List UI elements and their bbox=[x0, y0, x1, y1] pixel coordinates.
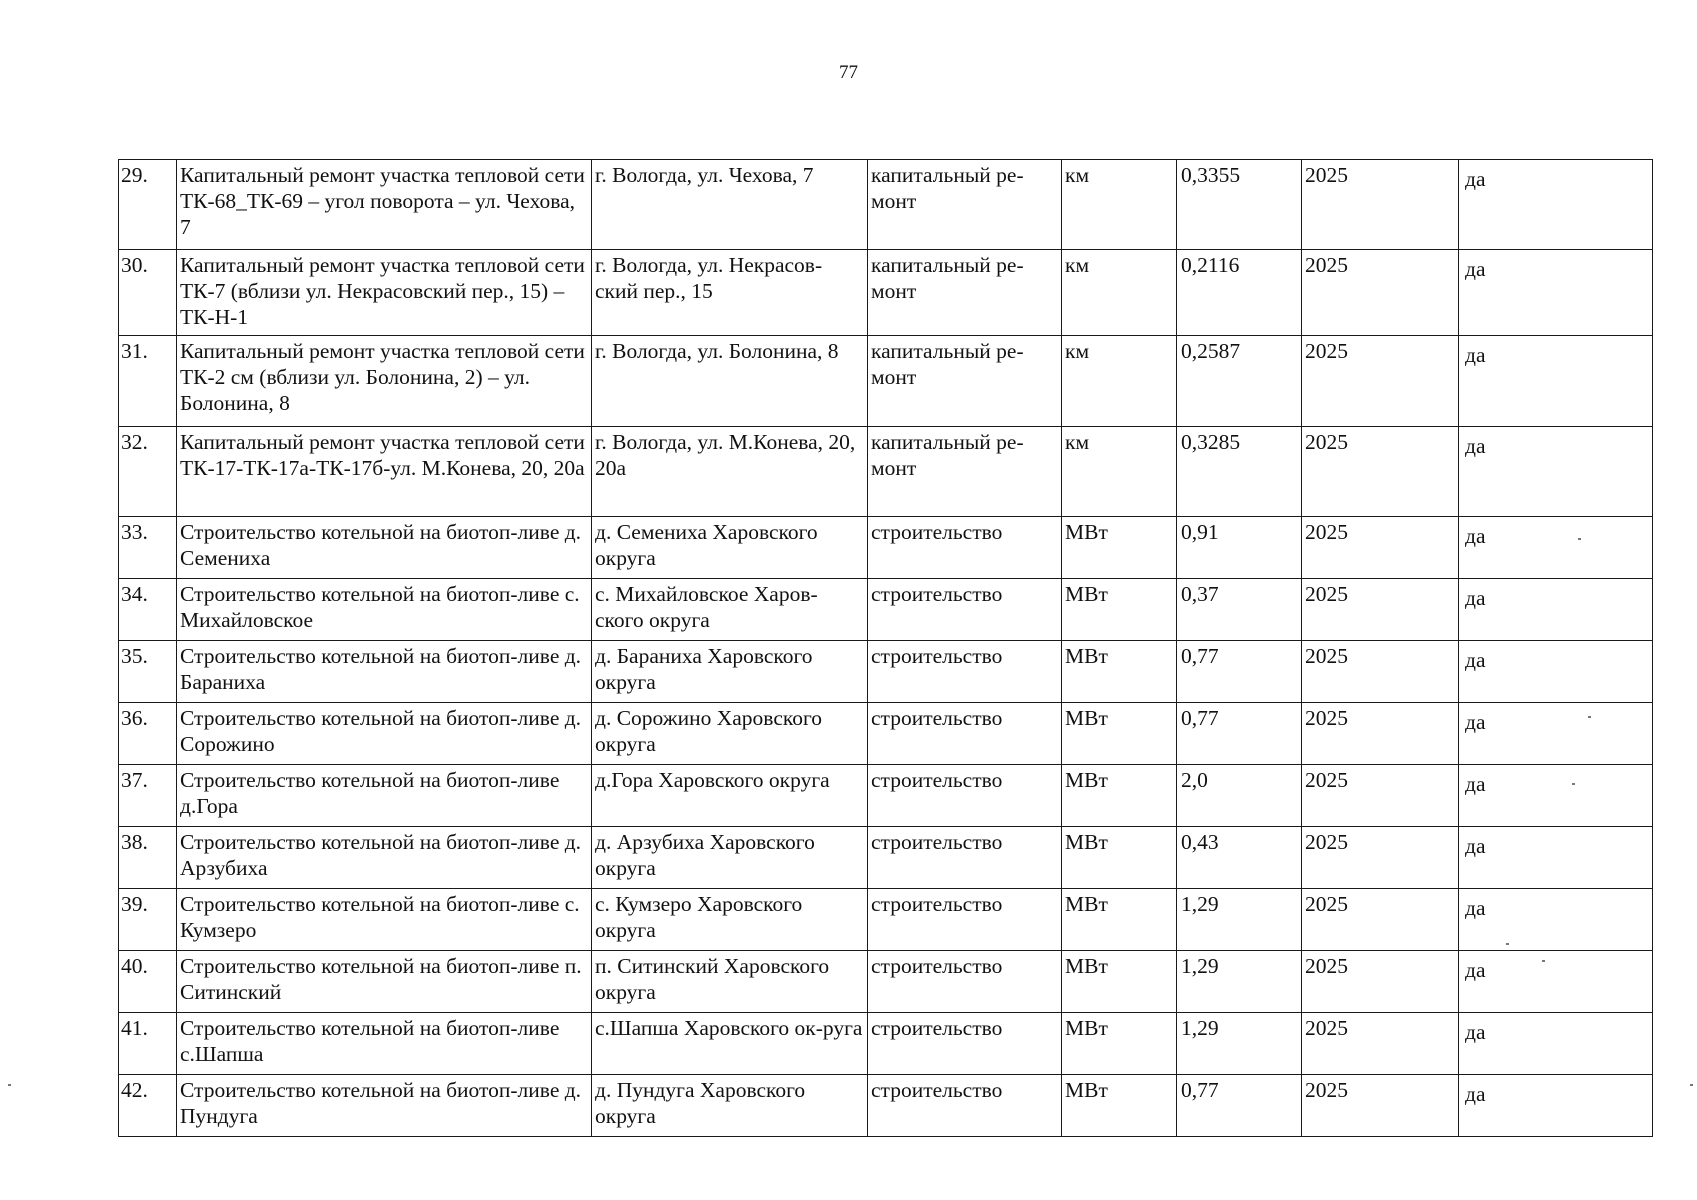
object-name-cell: Строительство котельной на биотоп-ливе д. Арзубиха bbox=[177, 827, 592, 889]
year-cell: 2025 bbox=[1302, 641, 1459, 703]
scan-speck bbox=[8, 1084, 11, 1086]
object-name-cell: Строительство котельной на биотоп-ливе д.Гора bbox=[177, 765, 592, 827]
work-type-cell: капитальный ре-монт bbox=[868, 250, 1062, 336]
object-name-cell: Капитальный ремонт участка тепловой сети ТК-68_ТК-69 – угол поворота – ул. Чехова, 7 bbox=[177, 160, 592, 250]
capacity-value-cell: 0,77 bbox=[1177, 641, 1302, 703]
inclusion-flag-cell: да bbox=[1459, 951, 1653, 1013]
row-number-cell: 40. bbox=[119, 951, 177, 1013]
capacity-value-cell: 0,2587 bbox=[1177, 336, 1302, 427]
table-row bbox=[119, 1075, 1653, 1137]
row-number-cell: 33. bbox=[119, 517, 177, 579]
year-cell: 2025 bbox=[1302, 765, 1459, 827]
work-type-cell: строительство bbox=[868, 1075, 1062, 1137]
object-name-cell: Строительство котельной на биотоп-ливе с.Шапша bbox=[177, 1013, 592, 1075]
unit-cell: МВт bbox=[1062, 827, 1177, 889]
capacity-value-cell: 0,3285 bbox=[1177, 427, 1302, 517]
scan-speck bbox=[1690, 1084, 1693, 1086]
object-location-cell: с. Михайловское Харов-ского округа bbox=[592, 579, 868, 641]
capacity-value-cell: 0,77 bbox=[1177, 703, 1302, 765]
inclusion-flag-cell: да bbox=[1459, 1075, 1653, 1137]
table-row bbox=[119, 579, 1653, 641]
unit-cell: км bbox=[1062, 160, 1177, 250]
unit-cell: МВт bbox=[1062, 1013, 1177, 1075]
row-number-cell: 41. bbox=[119, 1013, 177, 1075]
work-type-cell: строительство bbox=[868, 517, 1062, 579]
unit-cell: км bbox=[1062, 427, 1177, 517]
year-cell: 2025 bbox=[1302, 1075, 1459, 1137]
table-row bbox=[119, 827, 1653, 889]
year-cell: 2025 bbox=[1302, 427, 1459, 517]
inclusion-flag-cell: да bbox=[1459, 336, 1653, 427]
unit-cell: км bbox=[1062, 250, 1177, 336]
unit-cell: МВт bbox=[1062, 1075, 1177, 1137]
capacity-value-cell: 0,37 bbox=[1177, 579, 1302, 641]
object-name-cell: Строительство котельной на биотоп-ливе с. Кумзеро bbox=[177, 889, 592, 951]
object-name-cell: Капитальный ремонт участка тепловой сети ТК-7 (вблизи ул. Некрасовский пер., 15) – ТК-Н-1 bbox=[177, 250, 592, 336]
inclusion-flag-cell: да bbox=[1459, 703, 1653, 765]
capacity-value-cell: 1,29 bbox=[1177, 1013, 1302, 1075]
unit-cell: МВт bbox=[1062, 579, 1177, 641]
object-location-cell: д. Бараниха Харовского округа bbox=[592, 641, 868, 703]
inclusion-flag-cell: да bbox=[1459, 1013, 1653, 1075]
capacity-value-cell: 0,2116 bbox=[1177, 250, 1302, 336]
scan-speck bbox=[1506, 943, 1509, 945]
table-row bbox=[119, 703, 1653, 765]
unit-cell: МВт bbox=[1062, 765, 1177, 827]
object-name-cell: Капитальный ремонт участка тепловой сети ТК-2 см (вблизи ул. Болонина, 2) – ул. Болонина, 8 bbox=[177, 336, 592, 427]
inclusion-flag-cell: да bbox=[1459, 827, 1653, 889]
year-cell: 2025 bbox=[1302, 579, 1459, 641]
table-row bbox=[119, 765, 1653, 827]
object-name-cell: Строительство котельной на биотоп-ливе д. Бараниха bbox=[177, 641, 592, 703]
object-location-cell: п. Ситинский Харовского округа bbox=[592, 951, 868, 1013]
object-location-cell: с.Шапша Харовского ок-руга bbox=[592, 1013, 868, 1075]
row-number-cell: 39. bbox=[119, 889, 177, 951]
row-number-cell: 38. bbox=[119, 827, 177, 889]
row-number-cell: 42. bbox=[119, 1075, 177, 1137]
unit-cell: МВт bbox=[1062, 889, 1177, 951]
year-cell: 2025 bbox=[1302, 951, 1459, 1013]
unit-cell: МВт bbox=[1062, 951, 1177, 1013]
row-number-cell: 36. bbox=[119, 703, 177, 765]
table-body bbox=[119, 160, 1653, 1137]
row-number-cell: 34. bbox=[119, 579, 177, 641]
object-name-cell: Строительство котельной на биотоп-ливе д. Пундуга bbox=[177, 1075, 592, 1137]
table-row bbox=[119, 250, 1653, 336]
object-name-cell: Строительство котельной на биотоп-ливе п. Ситинский bbox=[177, 951, 592, 1013]
object-location-cell: д.Гора Харовского округа bbox=[592, 765, 868, 827]
inclusion-flag-cell: да bbox=[1459, 765, 1653, 827]
work-type-cell: строительство bbox=[868, 1013, 1062, 1075]
object-name-cell: Капитальный ремонт участка тепловой сети ТК-17-ТК-17а-ТК-17б-ул. М.Конева, 20, 20а bbox=[177, 427, 592, 517]
inclusion-flag-cell: да bbox=[1459, 889, 1653, 951]
object-location-cell: д. Сорожино Харовского округа bbox=[592, 703, 868, 765]
capacity-value-cell: 1,29 bbox=[1177, 951, 1302, 1013]
inclusion-flag-cell: да bbox=[1459, 160, 1653, 250]
year-cell: 2025 bbox=[1302, 160, 1459, 250]
unit-cell: МВт bbox=[1062, 703, 1177, 765]
row-number-cell: 30. bbox=[119, 250, 177, 336]
table-row bbox=[119, 336, 1653, 427]
table-row bbox=[119, 427, 1653, 517]
year-cell: 2025 bbox=[1302, 250, 1459, 336]
inclusion-flag-cell: да bbox=[1459, 250, 1653, 336]
year-cell: 2025 bbox=[1302, 336, 1459, 427]
table-row bbox=[119, 641, 1653, 703]
object-name-cell: Строительство котельной на биотоп-ливе д. Семениха bbox=[177, 517, 592, 579]
capacity-value-cell: 0,43 bbox=[1177, 827, 1302, 889]
object-name-cell: Строительство котельной на биотоп-ливе д. Сорожино bbox=[177, 703, 592, 765]
object-location-cell: д. Арзубиха Харовского округа bbox=[592, 827, 868, 889]
inclusion-flag-cell: да bbox=[1459, 427, 1653, 517]
object-location-cell: д. Пундуга Харовского округа bbox=[592, 1075, 868, 1137]
work-type-cell: строительство bbox=[868, 641, 1062, 703]
capacity-value-cell: 2,0 bbox=[1177, 765, 1302, 827]
row-number-cell: 32. bbox=[119, 427, 177, 517]
capacity-value-cell: 0,91 bbox=[1177, 517, 1302, 579]
row-number-cell: 29. bbox=[119, 160, 177, 250]
work-type-cell: строительство bbox=[868, 579, 1062, 641]
inclusion-flag-cell: да bbox=[1459, 641, 1653, 703]
object-location-cell: г. Вологда, ул. Некрасов-ский пер., 15 bbox=[592, 250, 868, 336]
object-location-cell: г. Вологда, ул. М.Конева, 20, 20а bbox=[592, 427, 868, 517]
table-row bbox=[119, 889, 1653, 951]
scan-speck bbox=[1578, 538, 1581, 540]
table-row bbox=[119, 951, 1653, 1013]
capacity-value-cell: 0,3355 bbox=[1177, 160, 1302, 250]
work-type-cell: строительство bbox=[868, 951, 1062, 1013]
object-name-cell: Строительство котельной на биотоп-ливе с. Михайловское bbox=[177, 579, 592, 641]
inclusion-flag-cell: да bbox=[1459, 579, 1653, 641]
row-number-cell: 37. bbox=[119, 765, 177, 827]
work-type-cell: строительство bbox=[868, 889, 1062, 951]
table-row bbox=[119, 1013, 1653, 1075]
object-location-cell: с. Кумзеро Харовского округа bbox=[592, 889, 868, 951]
unit-cell: км bbox=[1062, 336, 1177, 427]
object-location-cell: г. Вологда, ул. Болонина, 8 bbox=[592, 336, 868, 427]
unit-cell: МВт bbox=[1062, 517, 1177, 579]
year-cell: 2025 bbox=[1302, 1013, 1459, 1075]
row-number-cell: 35. bbox=[119, 641, 177, 703]
year-cell: 2025 bbox=[1302, 517, 1459, 579]
work-type-cell: строительство bbox=[868, 827, 1062, 889]
objects-table bbox=[118, 159, 1653, 1137]
work-type-cell: строительство bbox=[868, 765, 1062, 827]
work-type-cell: капитальный ре-монт bbox=[868, 427, 1062, 517]
table-row bbox=[119, 160, 1653, 250]
capacity-value-cell: 1,29 bbox=[1177, 889, 1302, 951]
unit-cell: МВт bbox=[1062, 641, 1177, 703]
scan-speck bbox=[1572, 783, 1575, 785]
year-cell: 2025 bbox=[1302, 827, 1459, 889]
year-cell: 2025 bbox=[1302, 889, 1459, 951]
year-cell: 2025 bbox=[1302, 703, 1459, 765]
row-number-cell: 31. bbox=[119, 336, 177, 427]
scan-speck bbox=[1542, 960, 1545, 962]
table-row bbox=[119, 517, 1653, 579]
work-type-cell: капитальный ре-монт bbox=[868, 160, 1062, 250]
page-number: 77 bbox=[839, 62, 858, 83]
work-type-cell: строительство bbox=[868, 703, 1062, 765]
work-type-cell: капитальный ре-монт bbox=[868, 336, 1062, 427]
object-location-cell: г. Вологда, ул. Чехова, 7 bbox=[592, 160, 868, 250]
scan-speck bbox=[1588, 716, 1591, 718]
inclusion-flag-cell: да bbox=[1459, 517, 1653, 579]
object-location-cell: д. Семениха Харовского округа bbox=[592, 517, 868, 579]
capacity-value-cell: 0,77 bbox=[1177, 1075, 1302, 1137]
